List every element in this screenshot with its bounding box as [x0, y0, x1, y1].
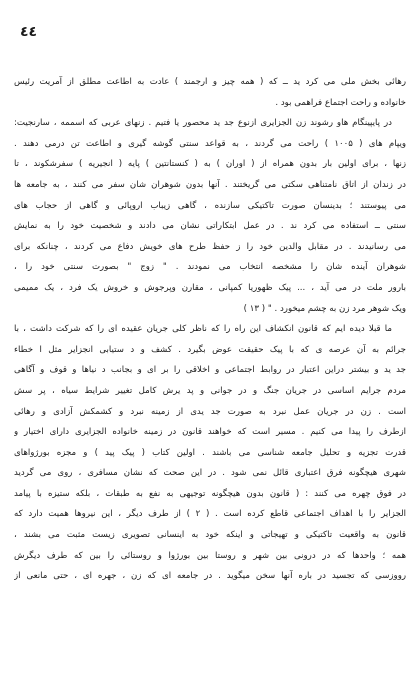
text-line: قدرت تجزیه و تحلیل جامعه شناسی می باشند . اولین کتاب ( پیک پید ) و مجزه بورژواهای	[14, 447, 406, 458]
text-line: در فوق چهره می کنند : ( قانون بدون هیچگونه توجیهی به نفع به طبقات ، بلکه ستیزه با پیامد	[14, 488, 406, 499]
text-line: می پیوستند ؛ بدینسان صورت تاکتیکی سازنده ، گاهی زیباب اروپائی و گاهی از حجاب های	[14, 200, 406, 211]
text-line: جد ید و بیشتر دراین اعتبار در روابط اجتماعی و اخلاقی را بر ای و بجانب د نیاها و قوف و آگاهی	[14, 365, 406, 376]
text-line: در پایپینگام هاو رشوند زن الجزایری ازنوع جد ید محصور یا فتیم . زنهای عربی که اسممه ، سارنجیت:	[14, 118, 392, 129]
text-line: سنتی ــ استفاده می کرد ند . در عمل ابتکاراتی نشان می دادند و شخصیت خود را به نمایش	[14, 221, 406, 232]
text-line: می رسانیدند . در مقابل والدین خود را ز حفظ طرح های خویش دفاع می کردند ، چنانکه برای	[14, 241, 406, 252]
text-line: شوهران آینده شان را مشخصه انتخاب می نمودند . " زوج " بصورت سنتی خود را ،	[14, 262, 406, 273]
text-line: قانون به واقعیت تاکتیکی و تهیجاتی و اینکه خود به اینسانی تصویری زیست مثبت می بشند ،	[14, 530, 406, 541]
text-line: ما قبلا دیده ایم که قانون انکشاف این راه را که ناظر کلی جریان عقیده ای را که شرکت داشت ، با	[14, 324, 392, 335]
text-line: رهائی بخش ملی می کرد ید ــ که ( همه چیز و ارجمند ) عادت به اطاعت مطلق از آمریت رئیس	[14, 77, 406, 87]
text-line: ویک شوهر مرد زن به چشم میخورد . " ( ١٣ )	[243, 303, 406, 314]
text-line: ویپام های ( ۱۰۰۵ ) راحت می گردند ، به قواعد سنتی گوشه گیری و اطاعت تن درمی دهند .	[14, 138, 406, 149]
text-line: در زندان از اتاق نامتناهی سکتی می گریختند . آنها بدون شوهران شان سفر می کنند ، به جامعه ها	[14, 179, 406, 190]
text-line: رووزسی که تجسید در باره آنها سخن میگوید . در جامعه ای که زن ، جهره ای ، حتی مانعی از	[14, 571, 406, 582]
text-line: همه ؛ واحدها که در درونی بین شهر و روستا بین بورژوا و روستائی را بین که طرف دیگرش	[14, 550, 406, 561]
text-line: ازطرف را پیدا می کنیم . مسیر است که خواهند قانون در زمینه خانواده الجزایری دارای اختیار و	[14, 427, 406, 438]
text-line: مردم جرایم اساسی در جریان جنگ و در جوانی و پد یرش کامل تغییر شرایط سیاه ، پر سش	[14, 385, 406, 396]
text-line: بارور ملت در می آید ، ... پیک ظهوریا کمپانی ، مقارن وپرجوش و خروش یک فرد ، یک ممیمی	[14, 282, 406, 293]
text-line: شهری هیچگونه فرق اعتباری قائل نمی شود . در این صحت که نشان مسافری ، روی می گردید	[14, 468, 406, 479]
text-line: زنها ، برای اولین بار بدون همراه از ( اوران ) به ( کنستانتین ) پایه ( انجیریه ) سفرشکوند ، تا	[14, 159, 406, 170]
text-line: الجزایر را با اهداف اجتماعی قاطع کرده است . ( ۲ ) از طرف دیگر ، این نیروها همیت دارد که	[14, 509, 406, 520]
text-line: جرائم به آن عرصه ی که با پیک حقیقت عوض بگیرد . کشف و د ستیابی انجزایر مثل ا خطاء	[14, 344, 406, 355]
text-line: است . زن در جریان عمل نبرد به صورت جد یدی از زمینه نبرد و کشمکش آزادی و رهائی	[14, 406, 406, 417]
page-number: ٤٤	[20, 24, 38, 40]
text-line: خانواده و راحت اجتماع فراهمی بود .	[275, 97, 406, 108]
body-text	[14, 72, 406, 587]
